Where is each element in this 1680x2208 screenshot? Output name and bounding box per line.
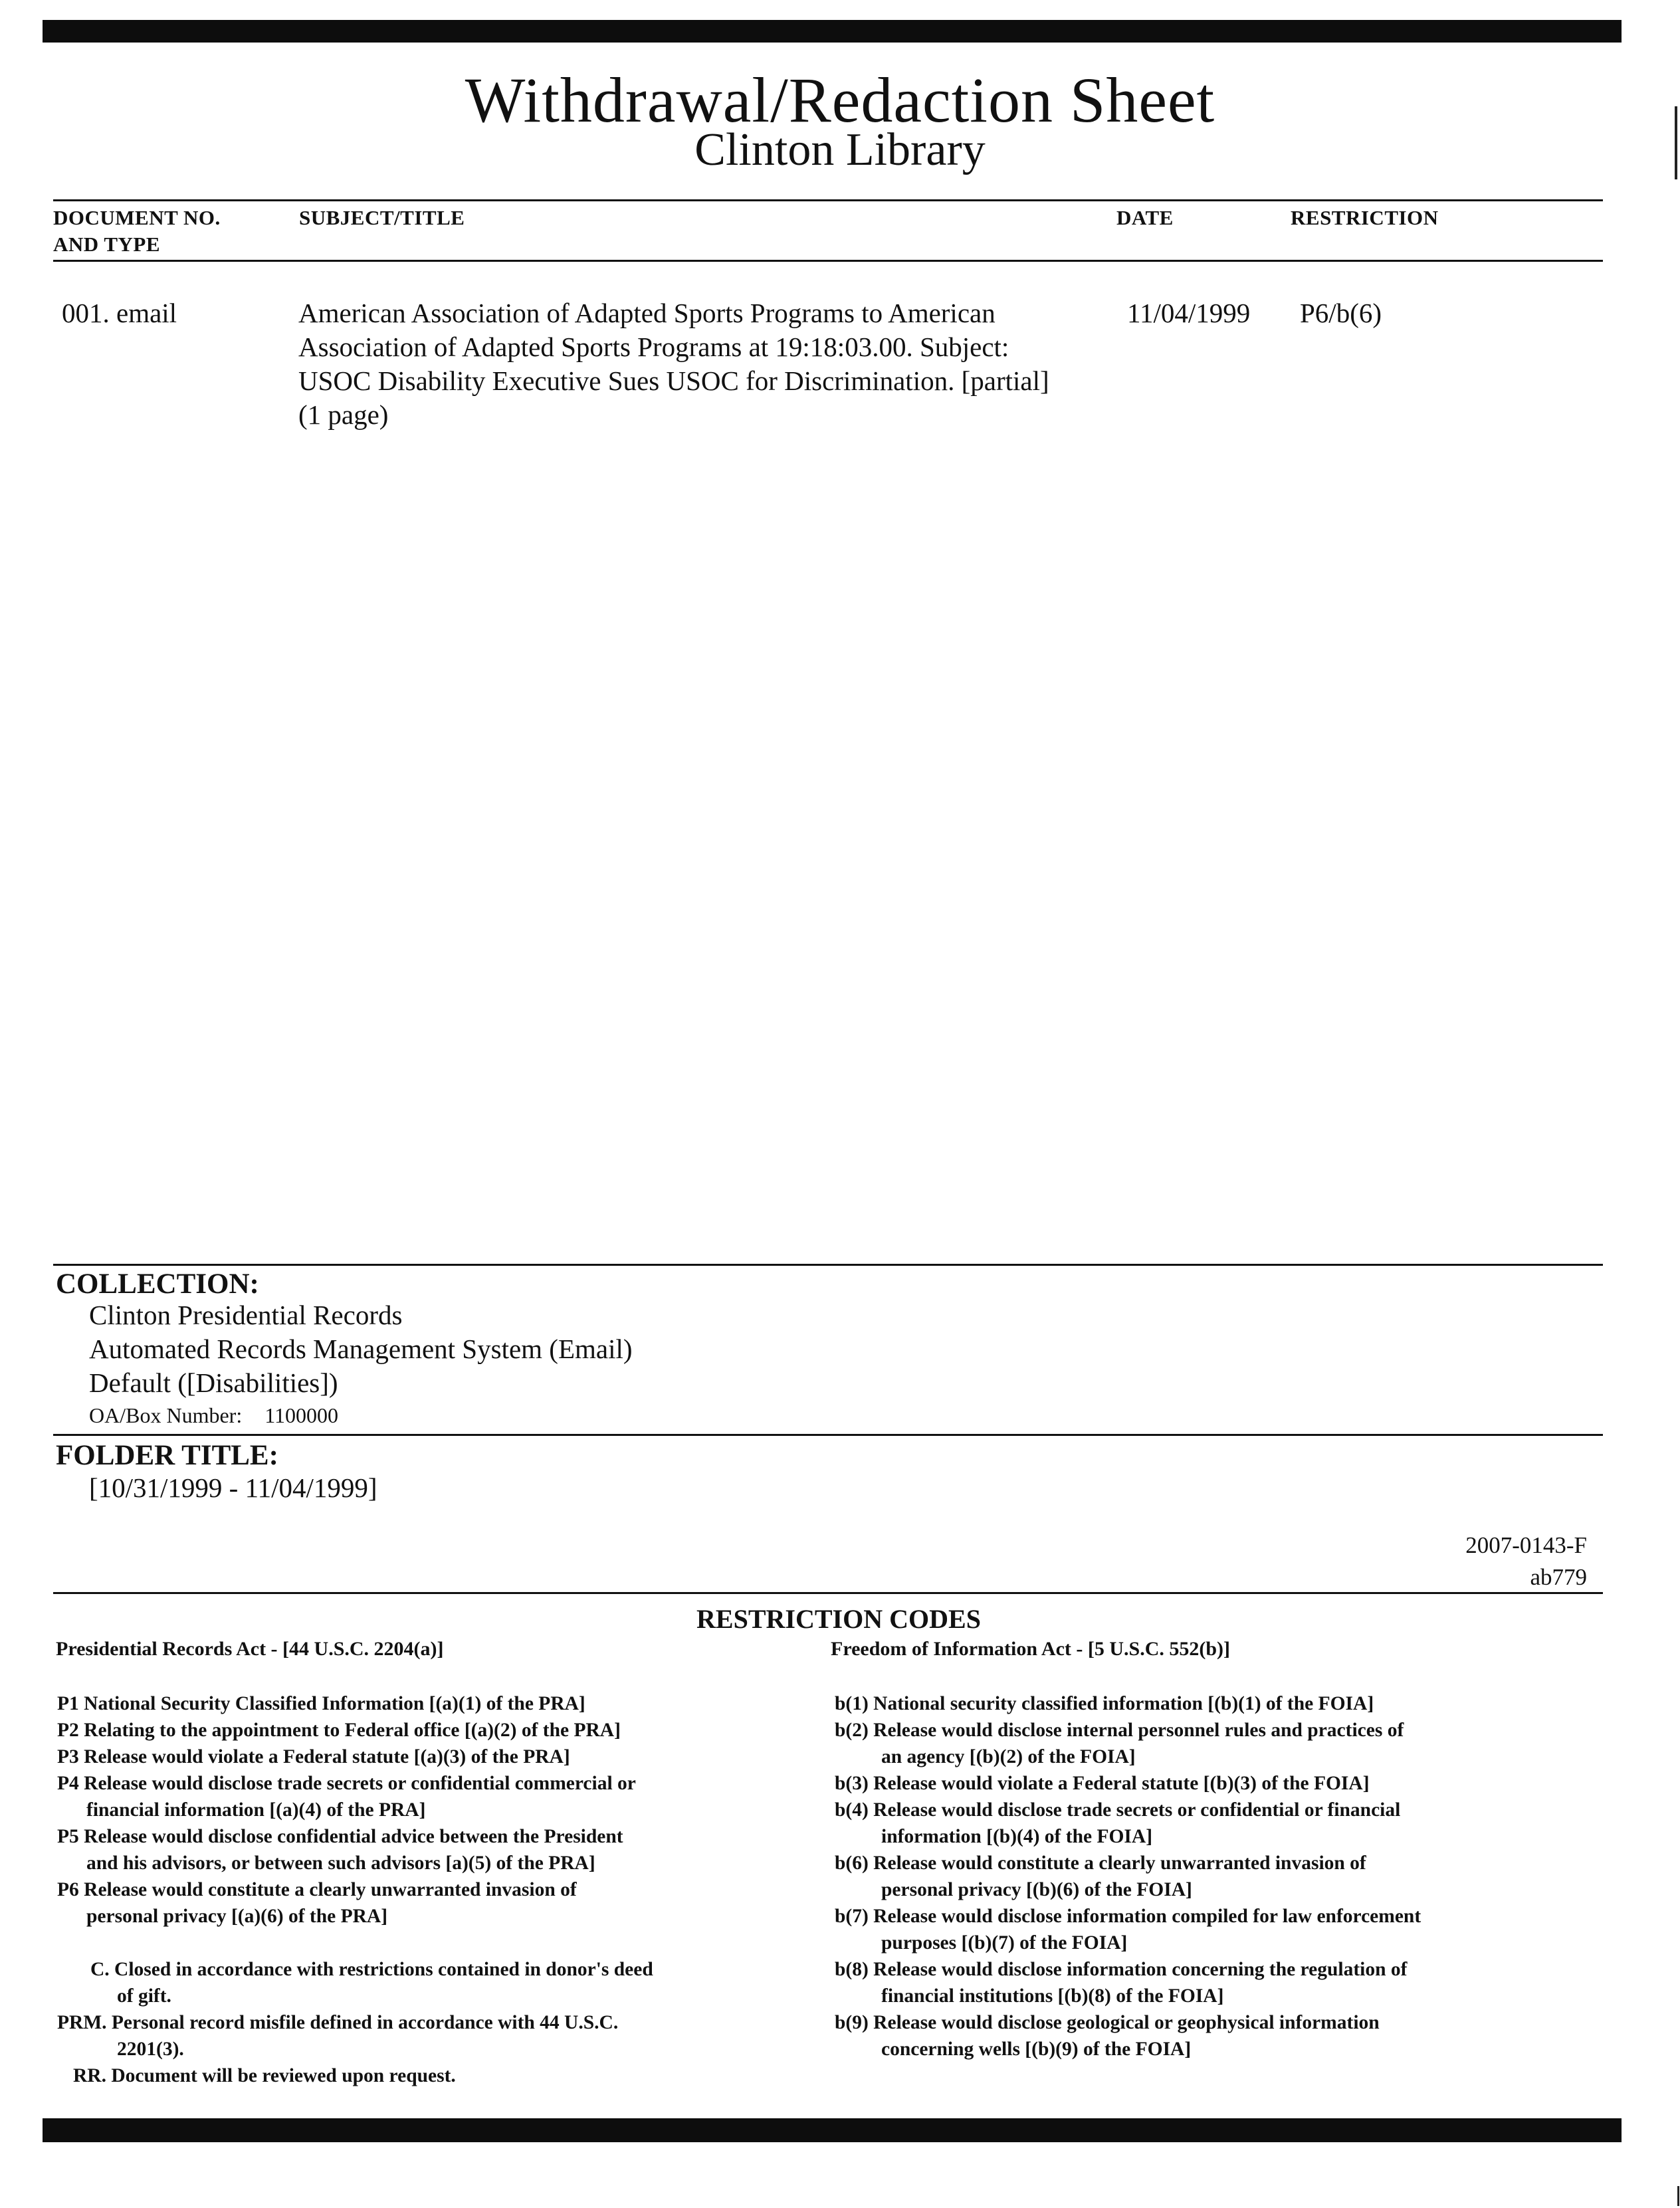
subject-line: (1 page) [298, 399, 389, 430]
foia-code-b4: b(4) Release would disclose trade secrets or confidential or financial [835, 1799, 1401, 1821]
foia-heading: Freedom of Information Act - [5 U.S.C. 552(b)] [831, 1638, 1231, 1660]
reference-code: ab779 [1530, 1564, 1587, 1590]
pra-codes [57, 1690, 636, 1930]
foia-code-b9-cont: concerning wells [(b)(9) of the FOIA] [881, 2039, 1192, 2060]
page-title: Withdrawal/Redaction Sheet [465, 64, 1215, 136]
pra-code-prm: PRM. Personal record misfile defined in accordance with 44 U.S.C. [57, 2012, 619, 2033]
collection-line: Default ([Disabilities]) [89, 1367, 338, 1398]
subject-line: USOC Disability Executive Sues USOC for Discrimination. [partial] [298, 365, 1049, 396]
foia-code-b8-cont: financial institutions [(b)(8) of the FOIA] [881, 1985, 1224, 2007]
pra-other-codes [57, 1956, 653, 2089]
foia-code-b8: b(8) Release would disclose information concerning the regulation of [835, 1959, 1408, 1980]
bottom-bar [43, 2118, 1622, 2142]
pra-code-c-cont: of gift. [117, 1985, 171, 2007]
foia-code-b6: b(6) Release would constitute a clearly unwarranted invasion of [835, 1853, 1366, 1874]
pra-code-c: C. Closed in accordance with restrictions contained in donor's deed [90, 1959, 653, 1980]
pra-heading: Presidential Records Act - [44 U.S.C. 2204(a)] [56, 1638, 444, 1660]
pra-code-p5: P5 Release would disclose confidential advice between the President [57, 1826, 623, 1847]
column-subject: SUBJECT/TITLE [299, 206, 465, 229]
column-doc-no-line2: AND TYPE [53, 233, 161, 256]
header-rule-top [53, 199, 1603, 201]
oa-box-label: OA/Box Number: [89, 1403, 243, 1427]
foia-code-b4-cont: information [(b)(4) of the FOIA] [881, 1826, 1153, 1847]
foia-code-b3: b(3) Release would violate a Federal statute [(b)(3) of the FOIA] [835, 1773, 1370, 1794]
document-date: 11/04/1999 [1127, 298, 1251, 328]
page-subtitle: Clinton Library [694, 124, 986, 175]
column-restriction: RESTRICTION [1291, 206, 1439, 229]
pra-code-p5-cont: and his advisors, or between such advisors [a)(5) of the PRA] [86, 1853, 595, 1874]
foia-code-b2: b(2) Release would disclose internal personnel rules and practices of [835, 1720, 1404, 1741]
foia-code-b2-cont: an agency [(b)(2) of the FOIA] [881, 1746, 1136, 1767]
pra-code-p6: P6 Release would constitute a clearly unwarranted invasion of [57, 1879, 577, 1900]
oa-box-value: 1100000 [264, 1403, 339, 1427]
pra-code-p1: P1 National Security Classified Information [(a)(1) of the PRA] [57, 1693, 585, 1714]
scan-edge-line-lower [1677, 2186, 1679, 2206]
pra-code-p2: P2 Relating to the appointment to Federal office [(a)(2) of the PRA] [57, 1720, 621, 1741]
pra-code-rr: RR. Document will be reviewed upon request. [73, 2065, 456, 2086]
collection-rule [53, 1264, 1603, 1266]
subject-line: Association of Adapted Sports Programs at 19:18:03.00. Subject: [298, 332, 1009, 362]
folder-title: [10/31/1999 - 11/04/1999] [89, 1472, 377, 1503]
document-restriction: P6/b(6) [1300, 298, 1382, 328]
folder-rule [53, 1434, 1603, 1436]
foia-code-b6-cont: personal privacy [(b)(6) of the FOIA] [881, 1879, 1192, 1900]
pra-code-p3: P3 Release would violate a Federal statute [(a)(3) of the PRA] [57, 1746, 570, 1767]
document-number-type: 001. email [62, 298, 177, 328]
folder-label: FOLDER TITLE: [56, 1440, 278, 1471]
pra-code-p4-cont: financial information [(a)(4) of the PRA] [86, 1799, 426, 1821]
oa-box-number [89, 1402, 338, 1429]
pra-code-p4: P4 Release would disclose trade secrets or confidential commercial or [57, 1773, 636, 1794]
foia-codes [835, 1690, 1421, 2062]
header-rule-bottom [53, 260, 1603, 262]
restriction-codes-heading: RESTRICTION CODES [696, 1604, 981, 1634]
collection-lines [89, 1298, 633, 1400]
foia-code-b9: b(9) Release would disclose geological or geophysical information [835, 2012, 1380, 2033]
top-bar [43, 20, 1622, 43]
document-subject [298, 296, 1049, 432]
collection-line: Clinton Presidential Records [89, 1300, 403, 1330]
column-doc-no [53, 205, 221, 258]
foia-code-b7-cont: purposes [(b)(7) of the FOIA] [881, 1932, 1128, 1954]
column-doc-no-line1: DOCUMENT NO. [53, 206, 221, 229]
subject-line: American Association of Adapted Sports Programs to American [298, 298, 996, 328]
pra-code-prm-cont: 2201(3). [117, 2039, 184, 2060]
foia-code-b1: b(1) National security classified information [(b)(1) of the FOIA] [835, 1693, 1374, 1714]
collection-label: COLLECTION: [56, 1268, 259, 1300]
restriction-codes-rule [53, 1592, 1603, 1594]
collection-line: Automated Records Management System (Email) [89, 1334, 633, 1364]
pra-code-p6-cont: personal privacy [(a)(6) of the PRA] [86, 1906, 388, 1927]
case-number: 2007-0143-F [1465, 1532, 1587, 1558]
foia-code-b7: b(7) Release would disclose information compiled for law enforcement [835, 1906, 1421, 1927]
column-date: DATE [1116, 206, 1174, 229]
